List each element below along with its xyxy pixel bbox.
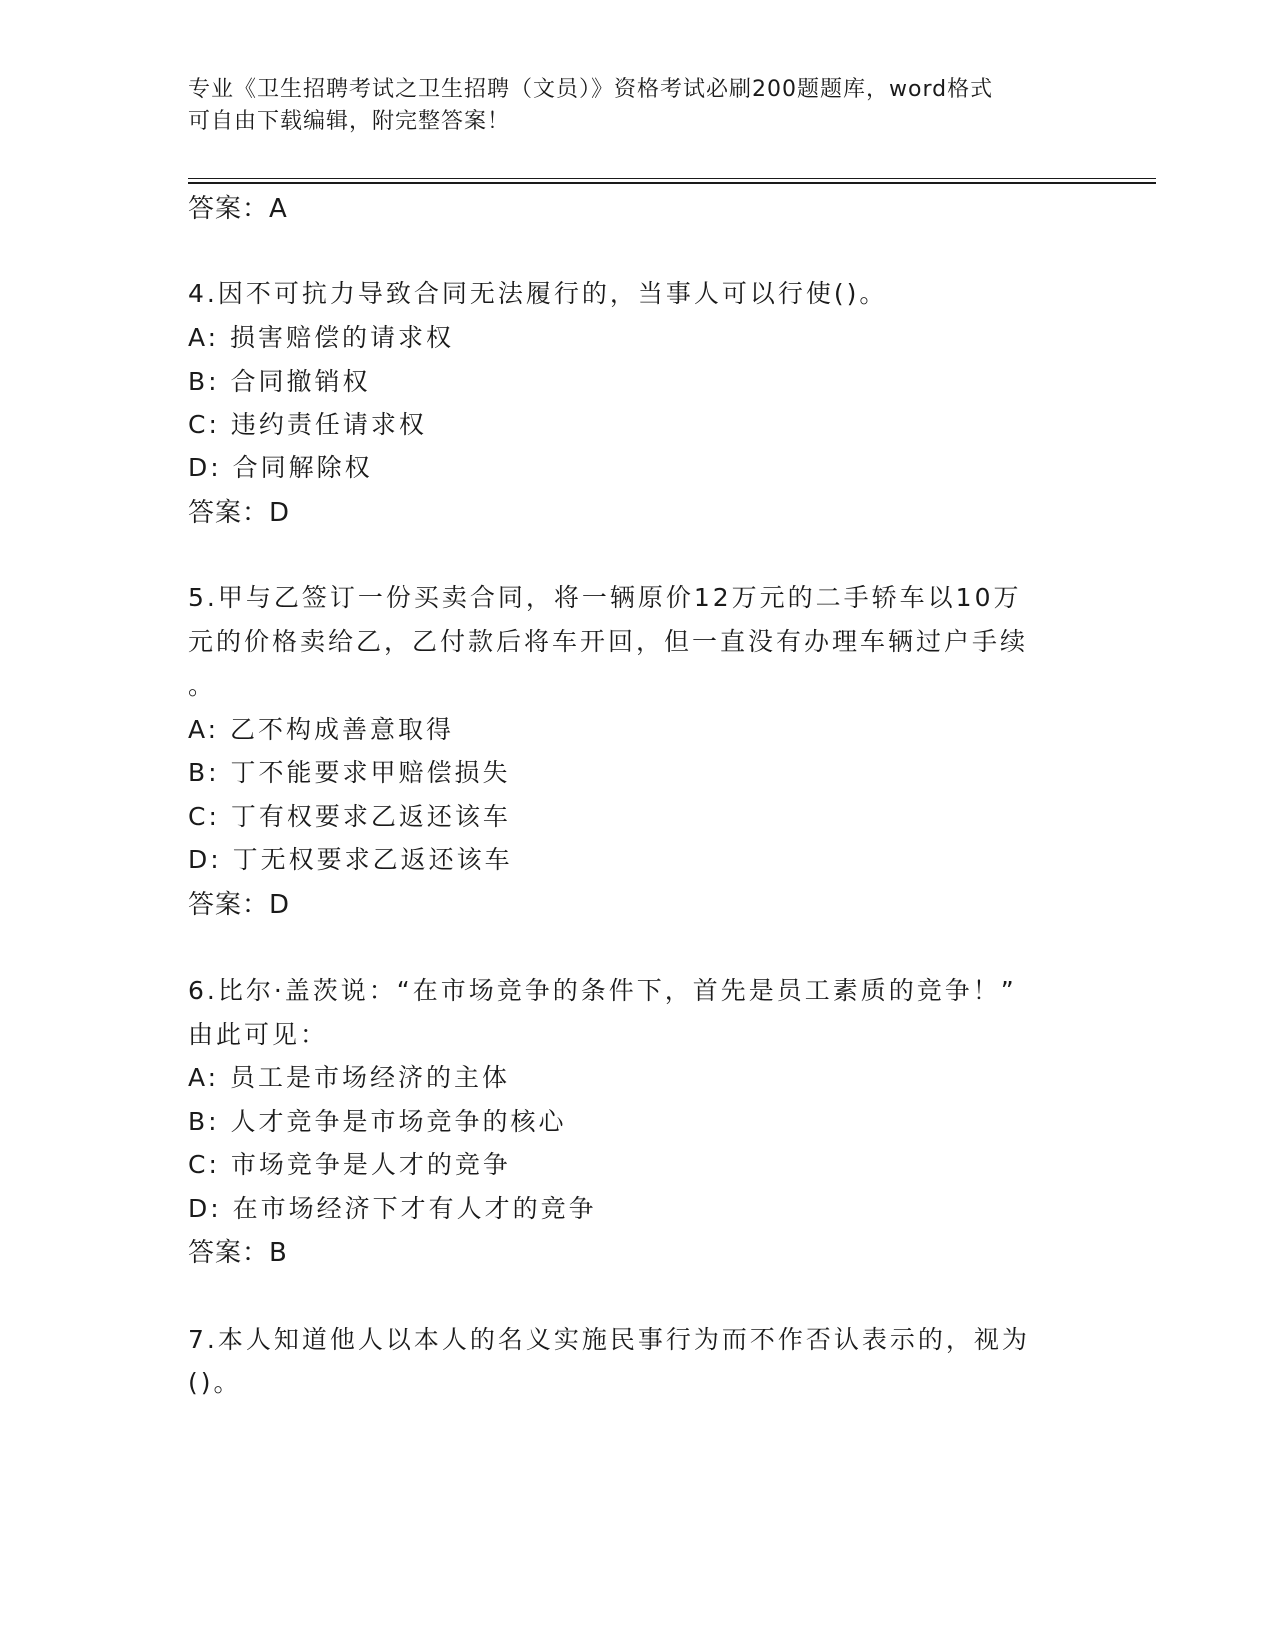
header-line-1: 专业《卫生招聘考试之卫生招聘（文员）》资格考试必刷200题题库，word格式 bbox=[188, 77, 994, 102]
question-5-stem-line-2: 元的价格卖给乙，乙付款后将车开回，但一直没有办理车辆过户手续 bbox=[188, 627, 1029, 656]
answer-q3: 答案：A bbox=[188, 194, 288, 224]
document-header bbox=[188, 74, 1068, 138]
question-5-stem-line-1: 5.甲与乙签订一份买卖合同，将一辆原价12万元的二手轿车以10万 bbox=[188, 583, 1022, 612]
question-6-stem-line-2: 由此可见： bbox=[188, 1020, 329, 1049]
question-4-stem: 4.因不可抗力导致合同无法履行的，当事人可以行使()。 bbox=[188, 279, 888, 308]
question-7-stem-line-1: 7.本人知道他人以本人的名义实施民事行为而不作否认表示的，视为 bbox=[188, 1325, 1030, 1354]
answer-q4: 答案：D bbox=[188, 498, 291, 528]
question-7-stem-line-2: ()。 bbox=[188, 1368, 242, 1397]
question-5-option-c: C: 丁有权要求乙返还该车 bbox=[188, 802, 511, 831]
answer-q6: 答案：B bbox=[188, 1238, 288, 1268]
header-rule-thin bbox=[188, 178, 1156, 179]
question-6-stem-line-1: 6.比尔·盖茨说：“在市场竞争的条件下，首先是员工素质的竞争！” bbox=[188, 976, 1017, 1005]
question-5-option-d: D: 丁无权要求乙返还该车 bbox=[188, 845, 513, 874]
question-4-option-a: A: 损害赔偿的请求权 bbox=[188, 323, 455, 352]
question-5-option-b: B: 丁不能要求甲赔偿损失 bbox=[188, 758, 511, 787]
header-line-2: 可自由下载编辑，附完整答案！ bbox=[188, 109, 511, 134]
question-5-option-a: A: 乙不构成善意取得 bbox=[188, 715, 455, 744]
question-4-option-d: D: 合同解除权 bbox=[188, 453, 373, 482]
question-6-option-c: C: 市场竞争是人才的竞争 bbox=[188, 1150, 511, 1179]
question-6-option-d: D: 在市场经济下才有人才的竞争 bbox=[188, 1194, 597, 1223]
question-6-option-a: A: 员工是市场经济的主体 bbox=[188, 1063, 511, 1092]
question-4-option-c: C: 违约责任请求权 bbox=[188, 410, 427, 439]
header-rule-thick bbox=[188, 182, 1156, 184]
question-6-option-b: B: 人才竞争是市场竞争的核心 bbox=[188, 1107, 567, 1136]
answer-q5: 答案：D bbox=[188, 890, 291, 920]
question-5-stem-line-3: 。 bbox=[188, 671, 217, 700]
question-4-option-b: B: 合同撤销权 bbox=[188, 367, 371, 396]
